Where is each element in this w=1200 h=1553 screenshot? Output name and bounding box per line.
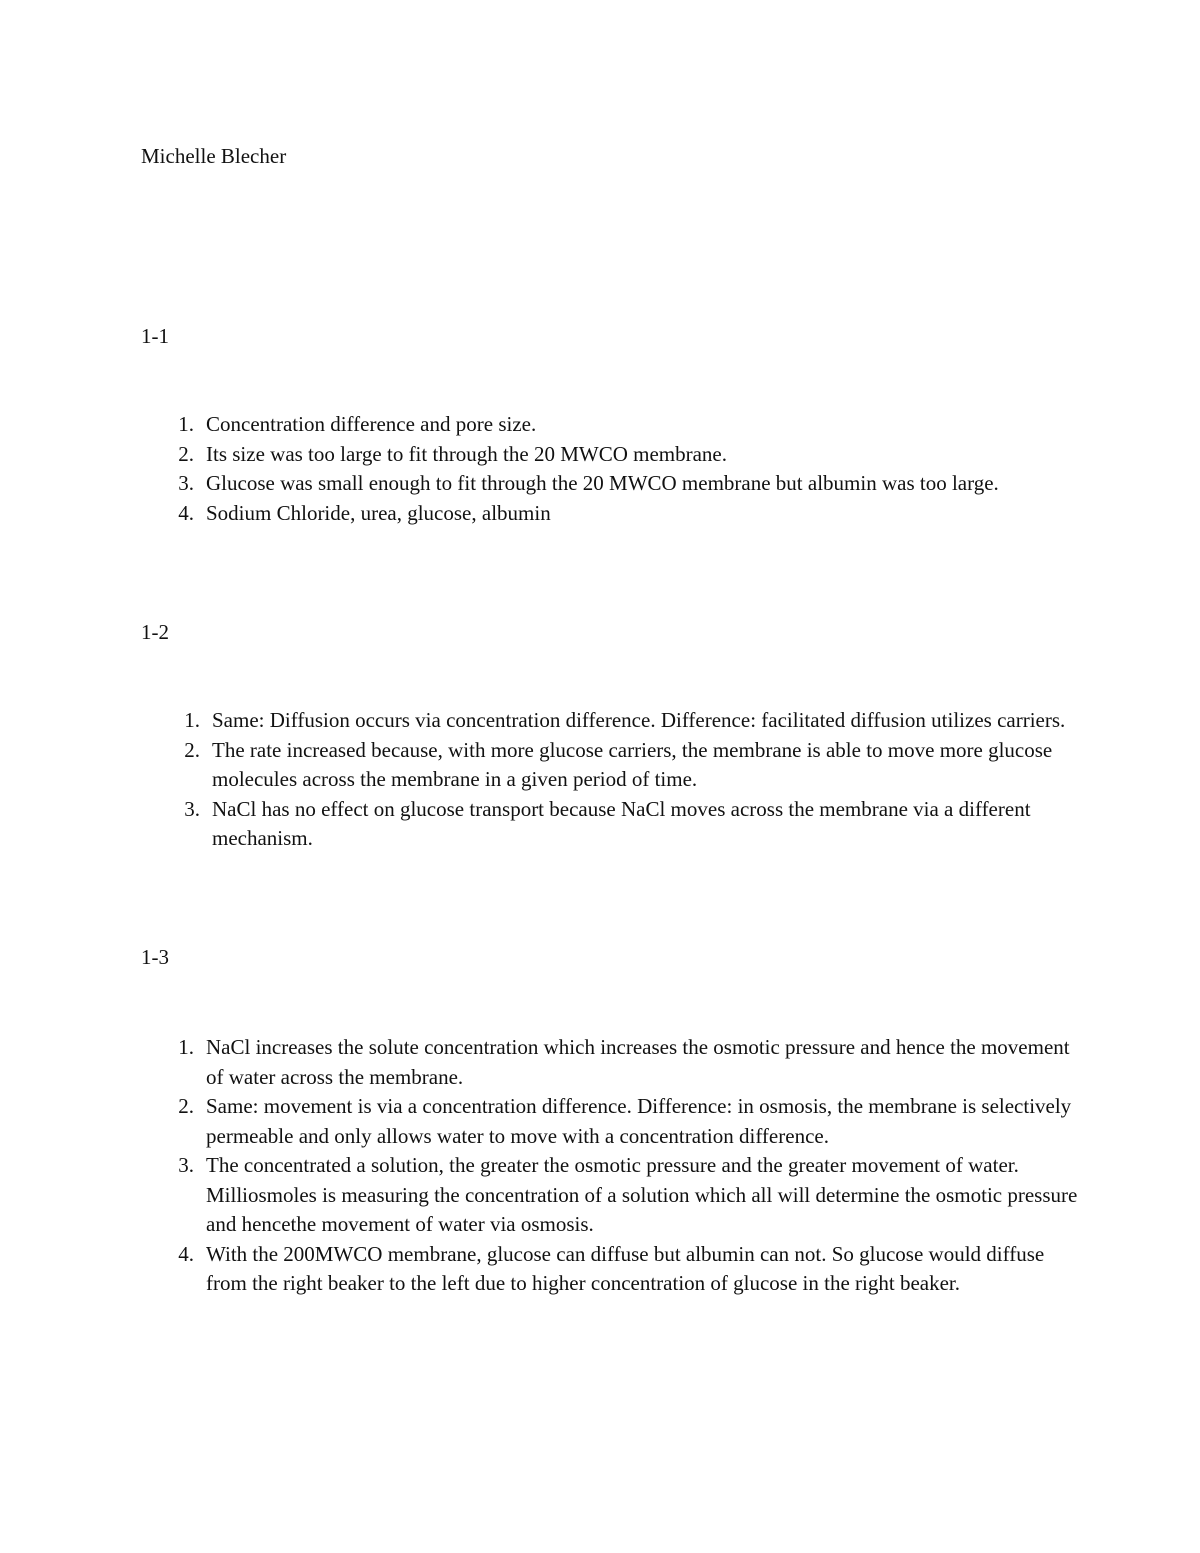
list-item-text: NaCl has no effect on glucose transport because NaCl moves across the membrane via a different mechanism. <box>212 796 1031 850</box>
list-item-text: NaCl increases the solute concentration which increases the osmotic pressure and hence the movement of water across the membrane. <box>206 1035 1070 1089</box>
answer-list-1-1 <box>178 410 1086 528</box>
list-item-number: 2. <box>178 441 194 466</box>
list-item-number: 2. <box>184 737 200 762</box>
list-item-text: The concentrated a solution, the greater the osmotic pressure and the greater movement of water. Milliosmoles is measuring the concentration of a solution which all will determine the osmotic pressure and hencethe movement of water via osmosis. <box>206 1153 1078 1236</box>
list-item <box>178 469 1086 499</box>
list-item-number: 1. <box>178 412 194 436</box>
list-item <box>178 499 1086 529</box>
list-item-number: 4. <box>178 1241 194 1266</box>
list-item-number: 3. <box>178 1153 194 1177</box>
list-item-text: Sodium Chloride, urea, glucose, albumin <box>206 500 551 525</box>
list-item <box>184 736 1072 795</box>
list-item-number: 1. <box>178 1035 194 1059</box>
list-item-text: Same: movement is via a concentration difference. Difference: in osmosis, the membrane is selectively permeable and only allows water to move with a concentration difference. <box>206 1094 1072 1148</box>
list-item <box>184 706 1072 736</box>
list-item-number: 1. <box>184 708 200 732</box>
list-item-number: 3. <box>178 471 194 495</box>
list-item-text: Its size was too large to fit through the 20 MWCO membrane. <box>206 441 728 466</box>
list-item <box>178 410 1086 440</box>
list-item-number: 4. <box>178 500 194 525</box>
list-item-number: 2. <box>178 1094 194 1118</box>
list-item-text: Concentration difference and pore size. <box>206 412 537 436</box>
list-item-text: Glucose was small enough to fit through the 20 MWCO membrane but albumin was too large. <box>206 471 999 495</box>
list-item <box>184 795 1072 854</box>
section-heading-1-1: 1-1 <box>141 324 169 348</box>
section-heading-1-3: 1-3 <box>141 945 169 969</box>
section-heading-1-2: 1-2 <box>141 620 169 644</box>
list-item <box>178 1240 1086 1299</box>
list-item <box>178 440 1086 470</box>
author-name: Michelle Blecher <box>141 144 287 168</box>
list-item <box>178 1092 1086 1151</box>
answer-list-1-3 <box>178 1033 1086 1299</box>
list-item-text: With the 200MWCO membrane, glucose can diffuse but albumin can not. So glucose would diffuse from the right beaker to the left due to higher concentration of glucose in the right beaker. <box>206 1241 1045 1295</box>
list-item-text: Same: Diffusion occurs via concentration difference. Difference: facilitated diffusion utilizes carriers. <box>212 708 1066 732</box>
list-item-text: The rate increased because, with more glucose carriers, the membrane is able to move more glucose molecules across the membrane in a given period of time. <box>212 737 1053 791</box>
list-item <box>178 1033 1086 1092</box>
answer-list-1-2 <box>184 706 1072 854</box>
list-item <box>178 1151 1086 1240</box>
list-item-number: 3. <box>184 796 200 821</box>
